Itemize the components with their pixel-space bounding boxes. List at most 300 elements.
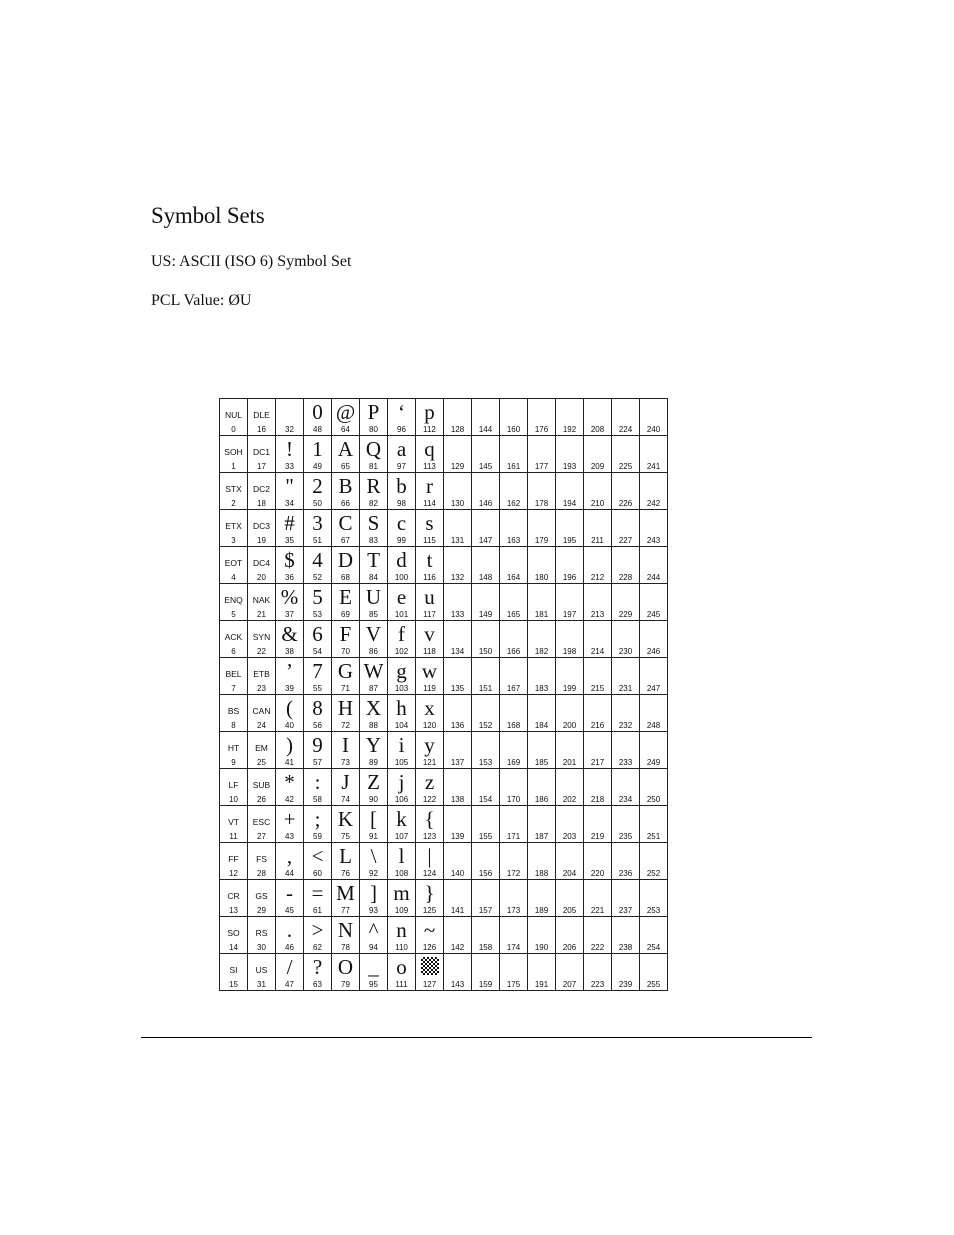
char-code: 58 xyxy=(313,795,322,804)
char-code: 73 xyxy=(341,758,350,767)
char-code: 32 xyxy=(285,425,294,434)
char-cell xyxy=(304,584,332,621)
glyph: K xyxy=(337,807,354,831)
pcl-value: PCL Value: ØU xyxy=(151,292,252,309)
char-cell xyxy=(612,621,640,658)
control-code-label: SUB xyxy=(252,780,271,790)
char-code: 82 xyxy=(369,499,378,508)
char-cell xyxy=(332,880,360,917)
glyph: } xyxy=(424,881,435,905)
char-code: 242 xyxy=(646,499,661,508)
glyph: x xyxy=(424,696,435,720)
char-cell xyxy=(388,954,416,991)
char-code: 181 xyxy=(534,610,549,619)
char-code: 248 xyxy=(646,721,661,730)
char-cell xyxy=(500,769,528,806)
char-cell xyxy=(276,954,304,991)
char-code: 239 xyxy=(618,980,633,989)
char-cell xyxy=(248,954,276,991)
table-row xyxy=(220,399,668,436)
char-code: 33 xyxy=(285,462,294,471)
control-code-label: ACK xyxy=(224,632,243,642)
glyph: n xyxy=(396,918,407,942)
char-cell xyxy=(444,658,472,695)
char-code: 240 xyxy=(646,425,661,434)
glyph: ] xyxy=(370,881,377,905)
char-code: 94 xyxy=(369,943,378,952)
char-code: 29 xyxy=(257,906,266,915)
char-cell xyxy=(528,880,556,917)
char-cell xyxy=(584,547,612,584)
char-cell xyxy=(220,547,248,584)
char-code: 217 xyxy=(590,758,605,767)
char-cell xyxy=(444,880,472,917)
glyph: % xyxy=(280,585,299,609)
char-cell xyxy=(444,510,472,547)
char-cell xyxy=(304,843,332,880)
char-code: 208 xyxy=(590,425,605,434)
char-code: 246 xyxy=(646,647,661,656)
char-cell xyxy=(584,695,612,732)
char-code: 56 xyxy=(313,721,322,730)
char-cell xyxy=(584,399,612,436)
char-cell xyxy=(416,658,444,695)
char-code: 199 xyxy=(562,684,577,693)
char-cell xyxy=(584,584,612,621)
char-code: 234 xyxy=(618,795,633,804)
char-cell xyxy=(500,954,528,991)
char-code: 89 xyxy=(369,758,378,767)
char-cell xyxy=(248,843,276,880)
char-cell xyxy=(248,769,276,806)
char-cell xyxy=(500,732,528,769)
char-code: 237 xyxy=(618,906,633,915)
char-code: 67 xyxy=(341,536,350,545)
control-code-label: DC3 xyxy=(252,521,270,531)
control-code-label: EOT xyxy=(224,558,243,568)
glyph: - xyxy=(286,881,293,905)
char-code: 110 xyxy=(395,943,408,952)
char-code: 200 xyxy=(562,721,577,730)
glyph: m xyxy=(393,881,410,905)
char-cell xyxy=(640,658,668,695)
glyph: E xyxy=(339,585,352,609)
glyph: / xyxy=(286,955,293,979)
char-cell xyxy=(332,436,360,473)
char-code: 205 xyxy=(562,906,577,915)
char-code: 4 xyxy=(231,573,236,582)
char-cell xyxy=(360,473,388,510)
glyph: i xyxy=(398,733,405,757)
glyph: | xyxy=(427,844,432,868)
char-cell xyxy=(472,732,500,769)
char-cell xyxy=(248,547,276,584)
glyph: O xyxy=(337,955,354,979)
char-code: 224 xyxy=(618,425,633,434)
char-cell xyxy=(332,510,360,547)
char-code: 215 xyxy=(590,684,605,693)
char-cell xyxy=(640,880,668,917)
char-code: 66 xyxy=(341,499,350,508)
glyph: 0 xyxy=(312,400,323,424)
char-code: 117 xyxy=(423,610,436,619)
control-code-label: GS xyxy=(255,891,268,901)
char-cell xyxy=(304,732,332,769)
glyph: B xyxy=(338,474,353,498)
char-cell xyxy=(612,399,640,436)
char-code: 40 xyxy=(285,721,294,730)
char-cell xyxy=(556,510,584,547)
char-cell xyxy=(444,695,472,732)
char-cell xyxy=(304,547,332,584)
char-cell xyxy=(248,658,276,695)
char-code: 164 xyxy=(506,573,521,582)
char-code: 38 xyxy=(285,647,294,656)
char-code: 27 xyxy=(257,832,266,841)
glyph: 7 xyxy=(312,659,323,683)
char-code: 28 xyxy=(257,869,266,878)
char-code: 141 xyxy=(450,906,465,915)
glyph: a xyxy=(396,437,407,461)
char-cell xyxy=(612,732,640,769)
glyph: \ xyxy=(370,844,377,868)
char-cell xyxy=(220,843,248,880)
char-code: 30 xyxy=(257,943,266,952)
char-cell xyxy=(360,695,388,732)
char-cell xyxy=(640,769,668,806)
char-cell xyxy=(304,769,332,806)
char-cell xyxy=(528,473,556,510)
char-code: 255 xyxy=(646,980,661,989)
char-cell xyxy=(388,436,416,473)
char-cell xyxy=(444,584,472,621)
char-code: 57 xyxy=(313,758,322,767)
char-cell xyxy=(640,843,668,880)
char-code: 166 xyxy=(506,647,521,656)
char-code: 227 xyxy=(618,536,633,545)
char-code: 7 xyxy=(231,684,236,693)
char-cell xyxy=(640,547,668,584)
char-code: 219 xyxy=(590,832,605,841)
control-code-label: DC4 xyxy=(252,558,270,568)
char-cell xyxy=(612,510,640,547)
char-code: 19 xyxy=(257,536,266,545)
char-cell xyxy=(556,732,584,769)
char-code: 225 xyxy=(618,462,633,471)
char-code: 176 xyxy=(534,425,549,434)
char-code: 203 xyxy=(562,832,577,841)
char-cell xyxy=(528,621,556,658)
char-cell xyxy=(584,473,612,510)
char-cell xyxy=(472,843,500,880)
control-code-label: BS xyxy=(227,706,240,716)
char-code: 16 xyxy=(257,425,266,434)
char-cell xyxy=(388,658,416,695)
char-cell xyxy=(640,695,668,732)
glyph: S xyxy=(367,511,380,535)
glyph: $ xyxy=(284,548,295,572)
char-code: 76 xyxy=(341,869,350,878)
char-cell xyxy=(220,621,248,658)
glyph: ~ xyxy=(423,918,436,942)
char-code: 172 xyxy=(506,869,521,878)
char-cell xyxy=(584,436,612,473)
char-cell xyxy=(248,917,276,954)
char-code: 150 xyxy=(478,647,493,656)
char-code: 186 xyxy=(534,795,549,804)
control-code-label: SI xyxy=(229,965,238,975)
char-code: 8 xyxy=(231,721,236,730)
glyph: 8 xyxy=(312,696,323,720)
char-code: 168 xyxy=(506,721,521,730)
char-code: 18 xyxy=(257,499,266,508)
glyph: * xyxy=(284,770,295,794)
char-code: 175 xyxy=(506,980,521,989)
char-cell xyxy=(360,510,388,547)
char-cell xyxy=(472,621,500,658)
char-cell xyxy=(472,547,500,584)
char-cell xyxy=(220,880,248,917)
char-code: 133 xyxy=(450,610,465,619)
glyph: Z xyxy=(367,770,380,794)
glyph: & xyxy=(281,622,298,646)
glyph: D xyxy=(337,548,354,572)
glyph: l xyxy=(398,844,405,868)
char-code: 185 xyxy=(534,758,549,767)
char-code: 202 xyxy=(562,795,577,804)
char-code: 213 xyxy=(590,610,605,619)
control-code-label: SO xyxy=(227,928,240,938)
char-code: 120 xyxy=(422,721,437,730)
char-code: 184 xyxy=(534,721,549,730)
char-cell xyxy=(276,584,304,621)
char-cell xyxy=(584,621,612,658)
glyph: + xyxy=(283,807,296,831)
char-code: 222 xyxy=(590,943,605,952)
glyph: ? xyxy=(312,955,323,979)
char-code: 232 xyxy=(618,721,633,730)
char-code: 143 xyxy=(450,980,465,989)
char-code: 69 xyxy=(341,610,350,619)
char-code: 97 xyxy=(397,462,406,471)
char-code: 59 xyxy=(313,832,322,841)
table-row xyxy=(220,954,668,991)
glyph: p xyxy=(424,400,435,424)
char-code: 93 xyxy=(369,906,378,915)
char-cell xyxy=(220,584,248,621)
char-code: 211 xyxy=(591,536,604,545)
char-cell xyxy=(556,436,584,473)
char-code: 70 xyxy=(341,647,350,656)
glyph: X xyxy=(365,696,382,720)
char-cell xyxy=(304,621,332,658)
glyph: q xyxy=(424,437,435,461)
char-cell xyxy=(248,880,276,917)
char-code: 101 xyxy=(394,610,409,619)
char-code: 158 xyxy=(478,943,493,952)
char-cell xyxy=(528,917,556,954)
char-code: 216 xyxy=(590,721,605,730)
char-cell xyxy=(556,658,584,695)
glyph: Y xyxy=(365,733,382,757)
char-cell xyxy=(612,806,640,843)
char-cell xyxy=(472,880,500,917)
char-code: 161 xyxy=(506,462,521,471)
char-cell xyxy=(220,917,248,954)
char-cell xyxy=(416,954,444,991)
char-cell xyxy=(472,917,500,954)
char-cell xyxy=(528,954,556,991)
char-cell xyxy=(220,954,248,991)
char-code: 191 xyxy=(534,980,549,989)
char-cell xyxy=(500,843,528,880)
char-code: 78 xyxy=(341,943,350,952)
char-code: 170 xyxy=(506,795,521,804)
char-code: 60 xyxy=(313,869,322,878)
char-code: 23 xyxy=(257,684,266,693)
char-code: 229 xyxy=(618,610,633,619)
char-code: 236 xyxy=(618,869,633,878)
char-code: 42 xyxy=(285,795,294,804)
char-code: 220 xyxy=(590,869,605,878)
char-cell xyxy=(528,399,556,436)
char-code: 123 xyxy=(422,832,437,841)
char-code: 112 xyxy=(423,425,436,434)
char-code: 24 xyxy=(257,721,266,730)
char-code: 55 xyxy=(313,684,322,693)
char-code: 190 xyxy=(534,943,549,952)
glyph: U xyxy=(365,585,382,609)
char-cell xyxy=(416,732,444,769)
char-code: 14 xyxy=(229,943,238,952)
char-cell xyxy=(640,954,668,991)
char-code: 1 xyxy=(231,462,236,471)
char-code: 162 xyxy=(506,499,521,508)
char-code: 81 xyxy=(369,462,378,471)
char-code: 132 xyxy=(450,573,465,582)
char-code: 20 xyxy=(257,573,266,582)
symbol-set-table xyxy=(219,398,668,991)
char-code: 39 xyxy=(285,684,294,693)
char-code: 228 xyxy=(618,573,633,582)
glyph: s xyxy=(425,511,434,535)
char-cell xyxy=(248,510,276,547)
char-code: 62 xyxy=(313,943,322,952)
char-code: 2 xyxy=(231,499,236,508)
char-cell xyxy=(304,510,332,547)
char-cell xyxy=(416,843,444,880)
char-cell xyxy=(528,769,556,806)
char-code: 230 xyxy=(618,647,633,656)
glyph: ! xyxy=(286,437,293,461)
char-cell xyxy=(500,584,528,621)
char-cell xyxy=(276,473,304,510)
char-code: 47 xyxy=(285,980,294,989)
char-cell xyxy=(276,436,304,473)
char-cell xyxy=(332,954,360,991)
char-code: 111 xyxy=(395,980,408,989)
char-cell xyxy=(388,880,416,917)
control-code-label: HT xyxy=(227,743,240,753)
char-cell xyxy=(444,547,472,584)
checkerboard-glyph-icon xyxy=(416,955,443,980)
char-cell xyxy=(388,473,416,510)
control-code-label: NAK xyxy=(252,595,271,605)
glyph: g xyxy=(396,659,407,683)
char-cell xyxy=(220,806,248,843)
char-code: 188 xyxy=(534,869,549,878)
glyph: V xyxy=(365,622,382,646)
table-row xyxy=(220,843,668,880)
char-cell xyxy=(220,658,248,695)
char-cell xyxy=(332,547,360,584)
char-code: 250 xyxy=(646,795,661,804)
char-code: 137 xyxy=(450,758,465,767)
char-cell xyxy=(444,436,472,473)
char-code: 243 xyxy=(646,536,661,545)
glyph: e xyxy=(396,585,407,609)
char-cell xyxy=(584,732,612,769)
char-cell xyxy=(388,510,416,547)
char-cell xyxy=(528,547,556,584)
char-cell xyxy=(304,954,332,991)
char-cell xyxy=(360,732,388,769)
char-code: 178 xyxy=(534,499,549,508)
glyph: 4 xyxy=(312,548,323,572)
glyph: R xyxy=(366,474,381,498)
char-cell xyxy=(304,806,332,843)
char-cell xyxy=(500,621,528,658)
char-cell xyxy=(528,732,556,769)
char-cell xyxy=(248,695,276,732)
char-cell xyxy=(556,547,584,584)
char-cell xyxy=(304,880,332,917)
char-code: 121 xyxy=(422,758,437,767)
char-code: 99 xyxy=(397,536,406,545)
char-code: 61 xyxy=(313,906,322,915)
char-cell xyxy=(360,806,388,843)
control-code-label: STX xyxy=(225,484,242,494)
char-cell xyxy=(584,769,612,806)
char-code: 131 xyxy=(450,536,465,545)
char-cell xyxy=(444,621,472,658)
char-cell xyxy=(416,695,444,732)
char-code: 253 xyxy=(646,906,661,915)
char-code: 63 xyxy=(313,980,322,989)
char-cell xyxy=(556,621,584,658)
char-code: 108 xyxy=(394,869,409,878)
char-code: 10 xyxy=(229,795,238,804)
char-code: 45 xyxy=(285,906,294,915)
char-code: 241 xyxy=(646,462,661,471)
char-code: 142 xyxy=(450,943,465,952)
control-code-label: SOH xyxy=(224,447,243,457)
glyph: o xyxy=(396,955,407,979)
char-code: 103 xyxy=(394,684,409,693)
char-cell xyxy=(248,732,276,769)
char-cell xyxy=(360,658,388,695)
glyph: k xyxy=(396,807,407,831)
char-cell xyxy=(332,621,360,658)
char-code: 157 xyxy=(478,906,493,915)
char-code: 43 xyxy=(285,832,294,841)
char-code: 180 xyxy=(534,573,549,582)
char-cell xyxy=(304,917,332,954)
char-cell xyxy=(248,806,276,843)
char-code: 52 xyxy=(313,573,322,582)
char-cell xyxy=(500,806,528,843)
control-code-label: LF xyxy=(228,780,239,790)
